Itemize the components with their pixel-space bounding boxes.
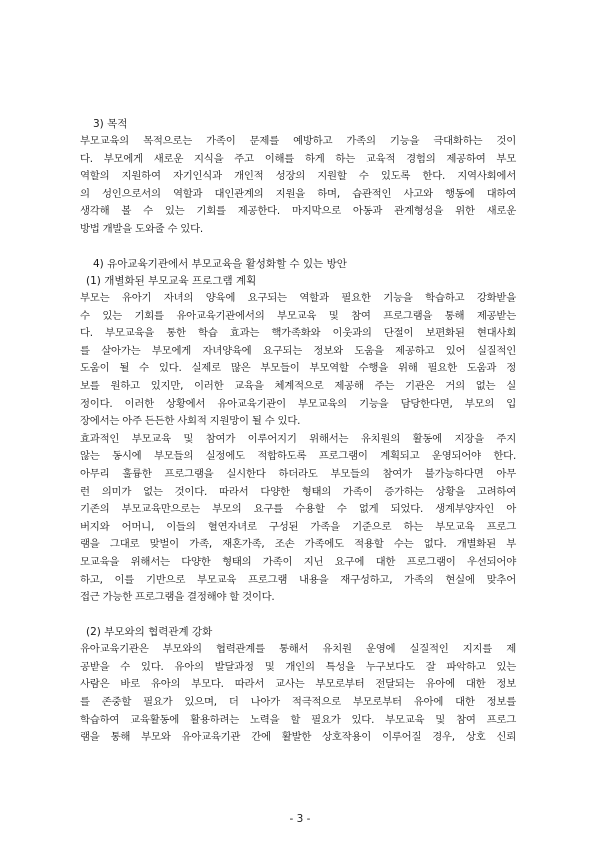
text-line: 방법 개발을 도와줄 수 있다.	[80, 222, 203, 235]
subsection-1-paragraph-2	[80, 431, 516, 607]
page-number: - 3 -	[289, 813, 311, 825]
section-4-heading: 4) 유아교육기관에서 부모교육을 활성화할 수 있는 방안	[93, 258, 347, 271]
subsection-1-paragraph-1	[80, 290, 516, 431]
text-line: 부모교육의 목적으로는 가족이 문제를 예방하고 가족의 기능을 극대화하는 것이	[80, 135, 516, 147]
subsection-2-paragraph-1	[80, 641, 516, 747]
text-line: 다. 부모에게 새로운 지식을 주고 이해를 하게 하는 교육적 경험의 제공하여 부모	[80, 152, 516, 165]
text-line: 아무리 훌륭한 프로그램을 실시한다 하더라도 부모들의 참여가 불가능하다면 아무	[80, 468, 516, 480]
text-line: 보를 원하고 있지만, 이러한 교육을 체계적으로 제공해 주는 기관은 거의 없는 실	[80, 380, 516, 393]
text-line: 부모는 유아기 자녀의 양육에 요구되는 역할과 필요한 기능을 학습하고 강화받을	[80, 292, 516, 305]
text-line: 학습하여 교육활동에 활용하려는 노력을 할 필요가 있다. 부모교육 및 참여 프로그	[80, 713, 516, 726]
section-3-heading: 3) 목적	[93, 118, 128, 130]
text-line: 의 성인으로서의 역할과 대인관계의 지원을 하며, 습관적인 사고와 행동에 대하여	[80, 187, 516, 200]
text-line: 유아교육기관은 부모와의 협력관계를 통해서 유치원 운영에 실질적인 지지를 제	[80, 643, 516, 656]
text-line: 모교육을 위해서는 다양한 형태의 가족이 지닌 요구에 대한 프로그램이 우선되어야	[80, 555, 516, 568]
text-line: 를 살아가는 부모에게 자녀양육에 요구되는 정보와 도움을 제공하고 있어 실질적인	[80, 344, 516, 357]
text-line: 도움이 될 수 있다. 실제로 많은 부모들이 부모역할 수행을 위해 필요한 도움과 정	[80, 362, 516, 375]
subsection-2-heading: (2) 부모와의 협력관계 강화	[86, 626, 213, 639]
subsection-1-heading: (1) 개별화된 부모교육 프로그램 계획	[86, 275, 257, 288]
text-line: 기존의 부모교육만으로는 부모의 요구를 수용할 수 없게 되었다. 생계부양자인 아	[80, 503, 516, 516]
text-line: 런 의미가 없는 것이다. 따라서 다양한 형태의 가족이 증가하는 상황을 고려하여	[80, 485, 516, 498]
text-line: 하고, 이를 기반으로 부모교육 프로그램 내용을 재구성하고, 가족의 현실에 맞추어	[80, 573, 516, 586]
text-line: 램을 그대로 맞벌이 가족, 재혼가족, 조손 가족에도 적용할 수는 없다. 개별화된 부	[80, 538, 516, 551]
text-line: 정이다. 이러한 상황에서 유아교육기관이 부모교육의 기능을 담당한다면, 부모의 입	[80, 397, 516, 410]
paragraph-spacer	[80, 607, 516, 625]
text-line: 장에서는 아주 든든한 사회적 지원망이 될 수 있다.	[80, 415, 301, 428]
text-line: 다. 부모교육을 통한 학습 효과는 핵가족화와 이웃과의 단절이 보편화된 현대사회	[80, 327, 516, 340]
text-line: 사람은 바로 유아의 부모다. 따라서 교사는 부모로부터 전달되는 유아에 대한 정보	[80, 678, 516, 691]
paragraph-spacer	[80, 239, 516, 257]
document-body	[80, 116, 516, 747]
text-line: 공받을 수 있다. 유아의 발달과정 및 개인의 특성을 누구보다도 잘 파악하고 있는	[80, 660, 516, 673]
text-line: 역할의 지원하여 자기인식과 개인적 성장의 지원할 수 있도록 한다. 지역사회에서	[80, 170, 516, 183]
text-line: 접근 가능한 프로그램을 결정해야 할 것이다.	[80, 591, 275, 604]
text-line: 를 존중할 필요가 있으며, 더 나아가 적극적으로 부모로부터 유아에 대한 정보를	[80, 696, 516, 709]
text-line: 버지와 어머니, 이들의 혈연자녀로 구성된 가족을 기준으로 하는 부모교육 프로그	[80, 520, 516, 533]
section-3-paragraph	[80, 133, 516, 239]
text-line: 효과적인 부모교육 및 참여가 이루어지기 위해서는 유치원의 활동에 지장을 주지	[80, 432, 516, 445]
text-line: 수 있는 기회를 유아교육기관에서의 부모교육 및 참여 프로그램을 통해 제공받는	[80, 309, 516, 322]
text-line: 않는 동시에 부모들의 실정에도 적합하도록 프로그램이 계획되고 운영되어야 한다.	[80, 450, 516, 463]
text-line: 램을 통해 부모와 유아교육기관 간에 활발한 상호작용이 이루어질 경우, 상호 신뢰	[80, 731, 516, 744]
text-line: 생각해 볼 수 있는 기회를 제공한다. 마지막으로 아동과 관계형성을 위한 새로운	[80, 205, 516, 218]
